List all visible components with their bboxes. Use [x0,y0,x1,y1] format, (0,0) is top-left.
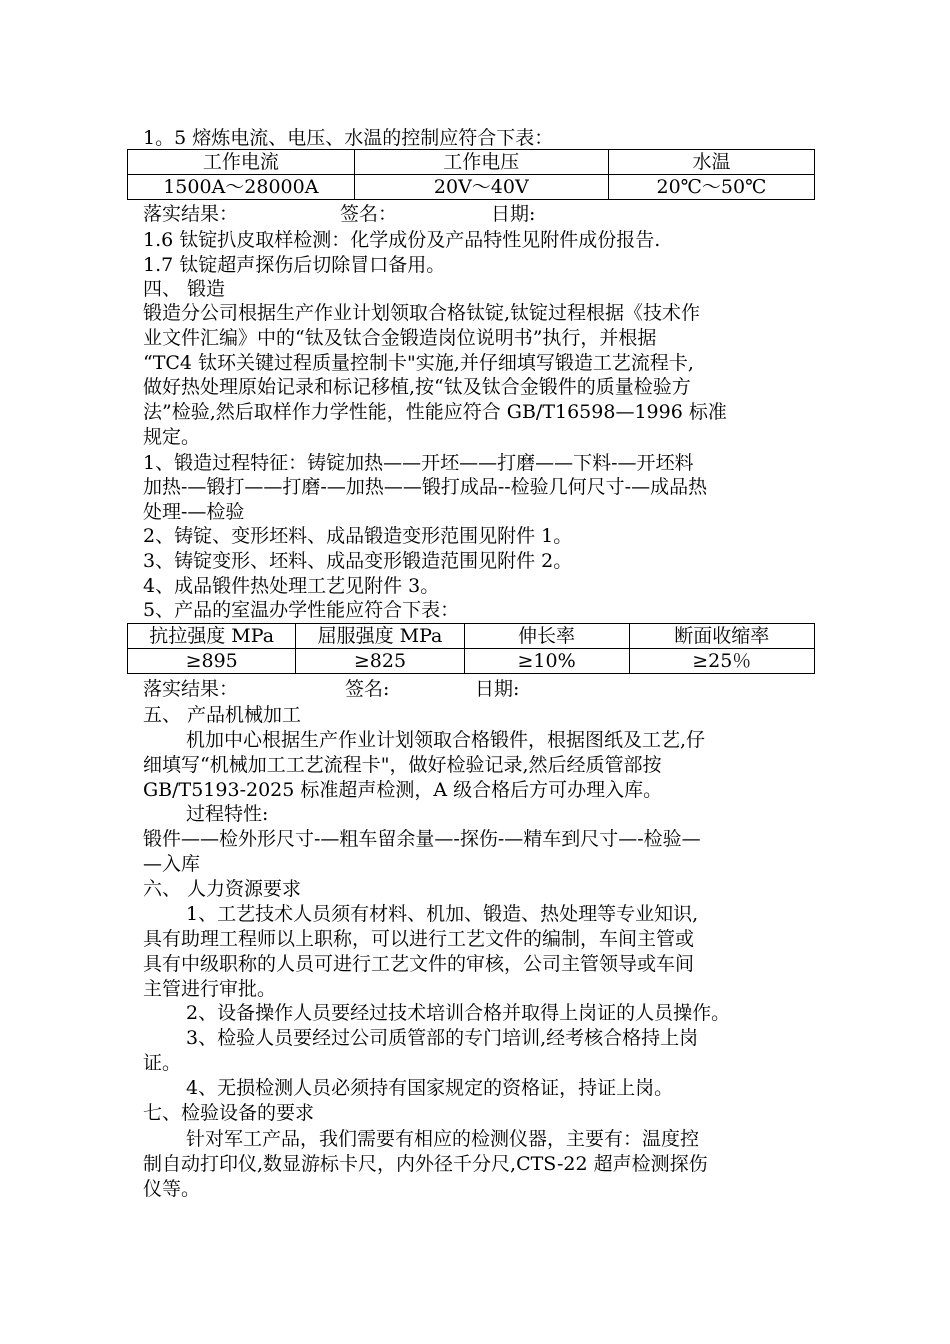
table-cell: ≥25％ [629,649,815,674]
process-label: 过程特性: [186,803,269,825]
list-item-line: 3、检验人员要经过公司质管部的专门培训,经考核合格持上岗 [186,1027,699,1049]
list-item-line: 主管进行审批。 [143,978,277,1000]
process-line: —入库 [143,853,201,875]
implementation-result-label: 落实结果： [143,678,239,700]
paragraph-line: 做好热处理原始记录和标记移植,按“钛及钛合金锻件的质量检验方 [143,376,691,398]
section-5-title: 五、 产品机械加工 [143,704,302,726]
list-item: 2、铸锭、变形坯料、成品锻造变形范围见附件 1。 [143,525,573,547]
section-1-6: 1.6 钛锭扒皮取样检测：化学成份及产品特性见附件成份报告. [143,229,661,251]
table-cell: 1500A～28000A [128,175,355,200]
list-item-line: 具有中级职称的人员可进行工艺文件的审核，公司主管领导或车间 [143,953,695,975]
list-item-line: 具有助理工程师以上职称，可以进行工艺文件的编制，车间主管或 [143,928,695,950]
table-header-cell: 工作电压 [354,150,608,175]
paragraph-line: 仪等。 [143,1178,201,1200]
paragraph-line: 锻造分公司根据生产作业计划领取合格钛锭,钛锭过程根据《技术作 [143,302,701,324]
mechanical-properties-table [127,623,815,674]
paragraph-line: 业文件汇编》中的“钛及钛合金锻造岗位说明书”执行，并根据 [143,327,657,349]
paragraph-line: 法”检验,然后取样作力学性能，性能应符合 GB/T16598—1996 标准 [143,401,727,423]
table-header-cell: 伸长率 [464,624,629,649]
table-header-row [128,150,815,175]
table-cell: 20V～40V [354,175,608,200]
section-6-title: 六、 人力资源要求 [143,878,302,900]
table-header-cell: 抗拉强度 MPa [128,624,296,649]
table-header-cell: 工作电流 [128,150,355,175]
paragraph-line: 机加中心根据生产作业计划领取合格锻件，根据图纸及工艺,仔 [186,729,706,751]
list-item-line: 1、工艺技术人员须有材料、机加、锻造、热处理等专业知识, [186,903,699,925]
list-item-line: 1、锻造过程特征：铸锭加热——开坯——打磨——下料-—开坯料 [143,452,694,474]
table-row [128,649,815,674]
section-4-title: 四、 锻造 [143,278,226,300]
section-1-7: 1.7 钛锭超声探伤后切除冒口备用。 [143,254,446,276]
paragraph-line: 制自动打印仪,数显游标卡尺，内外径千分尺,CTS-22 超声检测探伤 [143,1153,708,1175]
signature-label: 签名： [340,203,398,225]
table-cell: 20℃～50℃ [608,175,814,200]
paragraph-line: GB/T5193-2025 标准超声检测，A 级合格后方可办理入库。 [143,779,663,801]
table-cell: ≥895 [128,649,296,674]
paragraph-line: 针对军工产品，我们需要有相应的检测仪器，主要有：温度控 [186,1128,700,1150]
table-cell: ≥10% [464,649,629,674]
date-label: 日期: [475,678,520,700]
list-item: 2、设备操作人员要经过技术培训合格并取得上岗证的人员操作。 [186,1002,731,1024]
process-line: 锻件——检外形尺寸-—粗车留余量—-探伤-—精车到尺寸—-检验— [143,828,701,850]
smelting-parameters-table [127,149,815,200]
table-header-cell: 屈服强度 MPa [296,624,464,649]
section-1-5-heading: 1。5 熔炼电流、电压、水温的控制应符合下表： [143,127,554,149]
list-item-line: 证。 [143,1052,182,1074]
date-label: 日期: [491,203,536,225]
table-row [128,175,815,200]
list-item: 4、成品锻件热处理工艺见附件 3。 [143,575,440,597]
section-7-title: 七、检验设备的要求 [143,1102,315,1124]
list-item-line: 加热-—锻打——打磨-—加热——锻打成品--检验几何尺寸-—成品热 [143,476,708,498]
table-header-cell: 断面收缩率 [629,624,815,649]
paragraph-line: 细填写“机械加工工艺流程卡"，做好检验记录,然后经质管部按 [143,754,662,776]
table-header-cell: 水温 [608,150,814,175]
signature-label: 签名: [345,678,390,700]
list-item: 4、无损检测人员必须持有国家规定的资格证，持证上岗。 [186,1077,674,1099]
list-item: 5、产品的室温办学性能应符合下表： [143,599,460,621]
table-header-row [128,624,815,649]
paragraph-line: “TC4 钛环关键过程质量控制卡"实施,并仔细填写锻造工艺流程卡, [143,352,694,374]
paragraph-line: 规定。 [143,426,201,448]
table-cell: ≥825 [296,649,464,674]
implementation-result-label: 落实结果： [143,203,239,225]
list-item-line: 处理-—检验 [143,501,245,523]
list-item: 3、铸锭变形、坯料、成品变形锻造范围见附件 2。 [143,550,573,572]
